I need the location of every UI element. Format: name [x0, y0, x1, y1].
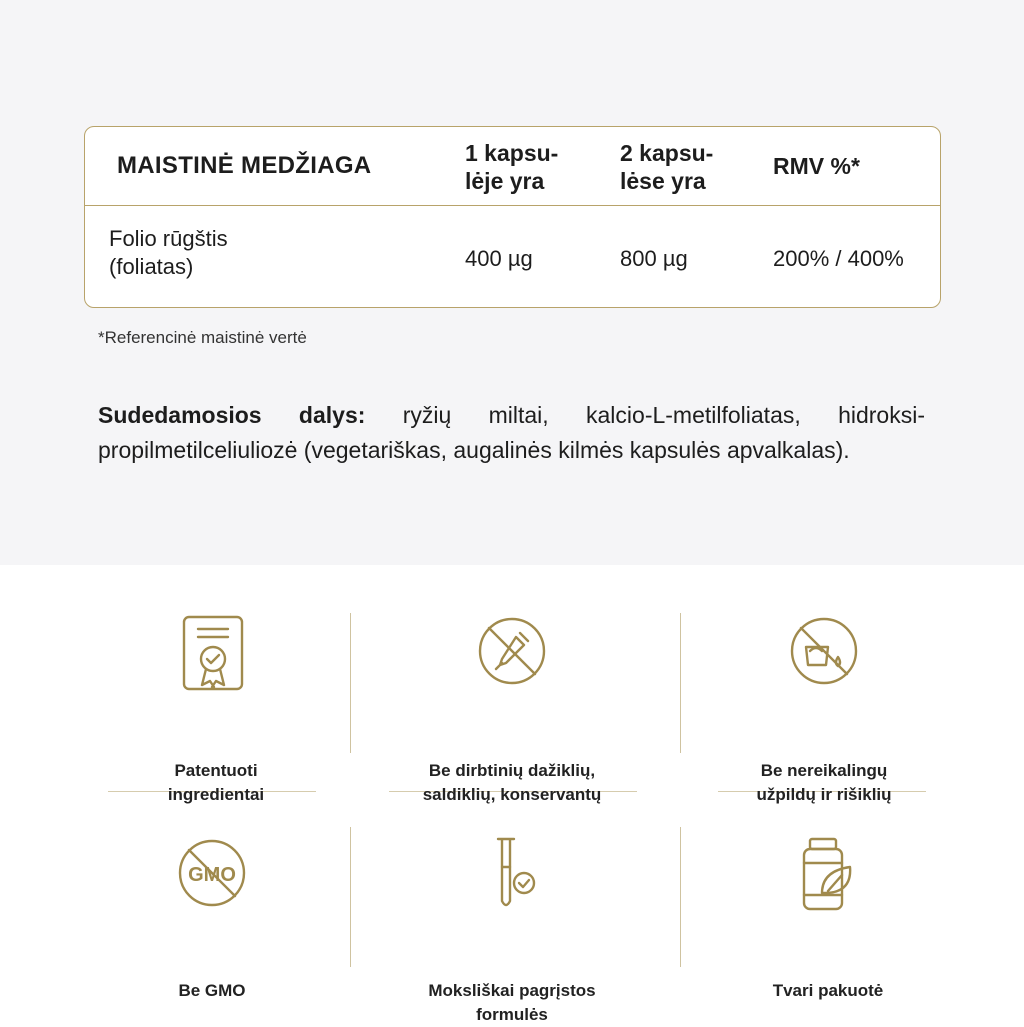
footnote: *Referencinė maistinė vertė [98, 328, 307, 347]
cell-one-capsule: 400 µg [465, 246, 533, 271]
cell-two-capsules: 800 µg [620, 246, 688, 271]
ingredients-paragraph [98, 398, 925, 468]
divider [350, 613, 351, 753]
no-gmo-icon [176, 833, 248, 913]
divider [680, 613, 681, 753]
no-fillers-icon [788, 613, 860, 693]
features-grid [0, 565, 1024, 1024]
feature-label: Be nereikalingų užpildų ir rišiklių [756, 761, 892, 804]
cell-rmv: 200% / 400% [773, 246, 904, 271]
divider [350, 827, 351, 967]
feature-label: Tvari pakuotė [772, 981, 884, 1000]
feature-label: Patentuoti ingredientai [167, 761, 265, 804]
test-tube-icon [476, 833, 548, 913]
header-two-capsules: 2 kapsu- lėse yra [620, 140, 714, 194]
feature-patented [96, 613, 336, 803]
feature-no-artificial [392, 613, 632, 803]
nutrition-table [84, 126, 941, 308]
ingredients-label: Sudedamosios dalys: [98, 402, 366, 428]
feature-label: Moksliškai pagrįstos formulės [428, 981, 596, 1024]
feature-science [392, 833, 632, 1024]
feature-no-fillers [704, 613, 944, 803]
feature-label: Be dirbtinių dažiklių, saldiklių, konservantų [422, 761, 602, 804]
ingredients-text: ryžių miltai, kalcio-L-metilfoliatas, hidroksi-propilmetilceliuliozė (vegetariškas, augalinės kilmės kapsulės apvalkalas). [98, 402, 925, 463]
header-nutrient: MAISTINĖ MEDŽIAGA [117, 152, 372, 179]
header-one-capsule: 1 kapsu- lėje yra [465, 140, 559, 194]
no-dropper-icon [476, 613, 548, 693]
cell-nutrient: Folio rūgštis (foliatas) [109, 226, 228, 279]
table-header [85, 127, 940, 206]
certificate-icon [180, 613, 252, 693]
feature-label: Be GMO [178, 981, 246, 1000]
gmo-text: GMO [188, 864, 236, 886]
header-rmv: RMV %* [773, 153, 860, 179]
feature-no-gmo [92, 833, 332, 1000]
divider [680, 827, 681, 967]
feature-sustainable [708, 833, 948, 1000]
eco-jar-icon [792, 833, 864, 913]
